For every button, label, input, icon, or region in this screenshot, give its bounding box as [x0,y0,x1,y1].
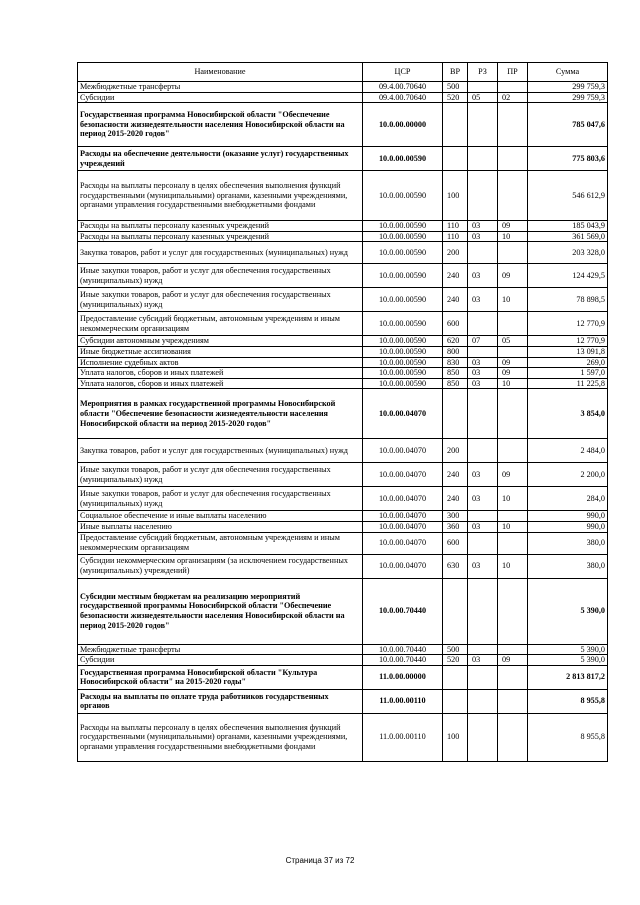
table-row [78,463,608,487]
cell-rz [468,242,498,264]
cell-pr [498,147,528,171]
cell-pr: 09 [498,463,528,487]
cell-vr [443,578,468,644]
cell-sum: 775 803,6 [528,147,608,171]
cell-rz: 03 [468,368,498,379]
cell-vr: 240 [443,288,468,312]
table-row [78,532,608,554]
cell-pr [498,644,528,655]
header-csr: ЦСР [363,63,443,82]
cell-sum: 361 569,0 [528,231,608,242]
cell-rz [468,511,498,522]
table-row [78,147,608,171]
cell-name: Закупка товаров, работ и услуг для государственных (муниципальных) нужд [78,242,363,264]
cell-name: Иные закупки товаров, работ и услуг для обеспечения государственных (муниципальных) нужд [78,288,363,312]
table-row [78,221,608,232]
cell-csr: 10.0.00.00590 [363,264,443,288]
cell-pr [498,389,528,439]
cell-csr: 10.0.00.00590 [363,336,443,347]
cell-pr [498,578,528,644]
cell-vr [443,147,468,171]
cell-vr: 850 [443,378,468,389]
cell-sum: 5 390,0 [528,578,608,644]
table-row [78,242,608,264]
cell-vr: 360 [443,521,468,532]
cell-csr: 10.0.00.00590 [363,242,443,264]
cell-rz: 03 [468,463,498,487]
cell-name: Субсидии [78,92,363,103]
cell-pr [498,103,528,147]
table-row [78,713,608,761]
cell-pr: 10 [498,378,528,389]
cell-rz: 03 [468,221,498,232]
cell-sum: 785 047,6 [528,103,608,147]
cell-rz [468,439,498,463]
cell-rz: 03 [468,487,498,511]
cell-pr [498,346,528,357]
table-row [78,655,608,666]
cell-sum: 2 484,0 [528,439,608,463]
cell-csr: 10.0.00.04070 [363,521,443,532]
cell-csr: 10.0.00.00590 [363,231,443,242]
cell-rz: 07 [468,336,498,347]
table-row [78,665,608,689]
cell-name: Государственная программа Новосибирской области "Культура Новосибирской области" на 2015-2020 годы" [78,665,363,689]
cell-pr [498,665,528,689]
table-row [78,511,608,522]
cell-pr [498,242,528,264]
cell-sum: 284,0 [528,487,608,511]
cell-rz [468,346,498,357]
cell-csr: 10.0.00.04070 [363,463,443,487]
cell-name: Субсидии некоммерческим организациям (за исключением государственных (муниципальных) учреждений) [78,554,363,578]
cell-name: Иные бюджетные ассигнования [78,346,363,357]
cell-vr: 520 [443,655,468,666]
cell-vr [443,665,468,689]
cell-rz: 03 [468,655,498,666]
cell-name: Субсидии [78,655,363,666]
cell-vr: 240 [443,463,468,487]
cell-rz: 03 [468,231,498,242]
table-row [78,82,608,93]
cell-rz: 03 [468,288,498,312]
cell-rz [468,82,498,93]
cell-rz [468,171,498,221]
cell-pr [498,439,528,463]
cell-rz [468,312,498,336]
table-row [78,689,608,713]
cell-csr: 10.0.00.00590 [363,378,443,389]
cell-name: Иные закупки товаров, работ и услуг для обеспечения государственных (муниципальных) нужд [78,463,363,487]
cell-sum: 185 043,9 [528,221,608,232]
cell-vr: 630 [443,554,468,578]
cell-csr: 10.0.00.00590 [363,171,443,221]
cell-rz [468,689,498,713]
cell-vr: 500 [443,644,468,655]
cell-csr: 10.0.00.00590 [363,312,443,336]
cell-vr: 600 [443,312,468,336]
cell-name: Предоставление субсидий бюджетным, автономным учреждениям и иным некоммерческим организациям [78,532,363,554]
table-row [78,312,608,336]
cell-csr: 11.0.00.00000 [363,665,443,689]
cell-vr [443,389,468,439]
cell-vr [443,689,468,713]
cell-name: Межбюджетные трансферты [78,82,363,93]
cell-rz: 03 [468,521,498,532]
table-row [78,103,608,147]
cell-sum: 990,0 [528,521,608,532]
cell-csr: 10.0.00.04070 [363,389,443,439]
cell-sum: 269,0 [528,357,608,368]
cell-name: Предоставление субсидий бюджетным, автономным учреждениям и иным некоммерческим организациям [78,312,363,336]
table-row [78,336,608,347]
cell-name: Социальное обеспечение и иные выплаты населению [78,511,363,522]
cell-sum: 203 328,0 [528,242,608,264]
cell-csr: 10.0.00.00590 [363,288,443,312]
header-rz: РЗ [468,63,498,82]
cell-pr: 09 [498,357,528,368]
cell-csr: 10.0.00.04070 [363,487,443,511]
cell-vr: 110 [443,221,468,232]
header-sum: Сумма [528,63,608,82]
cell-rz [468,578,498,644]
cell-pr: 09 [498,655,528,666]
table-row [78,439,608,463]
cell-sum: 8 955,8 [528,713,608,761]
header-vr: ВР [443,63,468,82]
table-row [78,346,608,357]
cell-pr [498,312,528,336]
cell-rz: 03 [468,378,498,389]
cell-vr: 830 [443,357,468,368]
cell-pr: 02 [498,92,528,103]
cell-name: Расходы на обеспечение деятельности (оказание услуг) государственных учреждений [78,147,363,171]
cell-vr: 240 [443,264,468,288]
cell-csr: 11.0.00.00110 [363,689,443,713]
cell-sum: 990,0 [528,511,608,522]
cell-sum: 3 854,0 [528,389,608,439]
header-name: Наименование [78,63,363,82]
table-row [78,288,608,312]
cell-rz [468,389,498,439]
table-row [78,231,608,242]
cell-name: Расходы на выплаты персоналу в целях обеспечения выполнения функций государственными (муниципальными) органами, казенными учреждениями, органами управления государственными внебюджетными фондами [78,713,363,761]
cell-pr [498,713,528,761]
table-row [78,92,608,103]
cell-rz: 03 [468,357,498,368]
cell-csr: 10.0.00.70440 [363,578,443,644]
cell-vr: 200 [443,439,468,463]
cell-pr: 10 [498,521,528,532]
cell-pr [498,171,528,221]
table-row [78,264,608,288]
cell-vr [443,103,468,147]
cell-pr [498,532,528,554]
cell-csr: 10.0.00.00590 [363,221,443,232]
cell-sum: 8 955,8 [528,689,608,713]
cell-vr: 500 [443,82,468,93]
cell-name: Мероприятия в рамках государственной программы Новосибирской области "Обеспечение безопасности жизнедеятельности населения Новосибирской области на период 2015-2020 годов" [78,389,363,439]
cell-rz: 05 [468,92,498,103]
page-number: Страница 37 из 72 [285,856,355,865]
cell-vr: 850 [443,368,468,379]
table-row [78,378,608,389]
cell-sum: 12 770,9 [528,336,608,347]
cell-vr: 200 [443,242,468,264]
cell-vr: 100 [443,713,468,761]
header-pr: ПР [498,63,528,82]
cell-rz [468,532,498,554]
cell-pr: 10 [498,288,528,312]
cell-name: Уплата налогов, сборов и иных платежей [78,368,363,379]
cell-csr: 10.0.00.00590 [363,147,443,171]
cell-csr: 10.0.00.04070 [363,439,443,463]
cell-sum: 380,0 [528,554,608,578]
cell-csr: 10.0.00.70440 [363,655,443,666]
cell-sum: 12 770,9 [528,312,608,336]
table-row [78,487,608,511]
cell-pr [498,511,528,522]
cell-csr: 10.0.00.00590 [363,357,443,368]
cell-name: Расходы на выплаты персоналу казенных учреждений [78,231,363,242]
table-row [78,171,608,221]
cell-sum: 2 813 817,2 [528,665,608,689]
cell-sum: 78 898,5 [528,288,608,312]
cell-csr: 09.4.00.70640 [363,92,443,103]
cell-sum: 299 759,3 [528,82,608,93]
cell-name: Расходы на выплаты персоналу в целях обеспечения выполнения функций государственными (муниципальными) органами, казенными учреждениями, органами управления государственными внебюджетными фондами [78,171,363,221]
cell-rz: 03 [468,554,498,578]
cell-rz [468,713,498,761]
cell-csr: 10.0.00.04070 [363,554,443,578]
cell-pr: 09 [498,264,528,288]
cell-pr: 09 [498,221,528,232]
cell-name: Исполнение судебных актов [78,357,363,368]
table-row [78,389,608,439]
cell-vr: 520 [443,92,468,103]
cell-pr [498,689,528,713]
cell-vr: 240 [443,487,468,511]
cell-name: Государственная программа Новосибирской области "Обеспечение безопасности жизнедеятельности населения Новосибирской области на период 2015-2020 годов" [78,103,363,147]
cell-csr: 11.0.00.00110 [363,713,443,761]
cell-sum: 5 390,0 [528,655,608,666]
cell-rz [468,147,498,171]
table-body [78,82,608,762]
cell-pr: 10 [498,554,528,578]
cell-sum: 124 429,5 [528,264,608,288]
cell-vr: 100 [443,171,468,221]
table-row [78,368,608,379]
table-row [78,554,608,578]
cell-name: Иные закупки товаров, работ и услуг для обеспечения государственных (муниципальных) нужд [78,487,363,511]
table-row [78,644,608,655]
cell-csr: 09.4.00.70640 [363,82,443,93]
cell-sum: 299 759,3 [528,92,608,103]
cell-sum: 1 597,0 [528,368,608,379]
cell-name: Межбюджетные трансферты [78,644,363,655]
budget-table [77,62,608,762]
cell-vr: 300 [443,511,468,522]
cell-sum: 380,0 [528,532,608,554]
cell-vr: 600 [443,532,468,554]
cell-csr: 10.0.00.00590 [363,368,443,379]
cell-pr: 09 [498,368,528,379]
cell-vr: 620 [443,336,468,347]
cell-sum: 546 612,9 [528,171,608,221]
cell-sum: 13 091,8 [528,346,608,357]
cell-name: Уплата налогов, сборов и иных платежей [78,378,363,389]
cell-sum: 5 390,0 [528,644,608,655]
table-row [78,357,608,368]
cell-pr: 10 [498,231,528,242]
cell-csr: 10.0.00.70440 [363,644,443,655]
cell-name: Расходы на выплаты по оплате труда работников государственных органов [78,689,363,713]
cell-sum: 2 200,0 [528,463,608,487]
cell-pr: 10 [498,487,528,511]
cell-csr: 10.0.00.04070 [363,511,443,522]
cell-name: Иные закупки товаров, работ и услуг для обеспечения государственных (муниципальных) нужд [78,264,363,288]
cell-sum: 11 225,8 [528,378,608,389]
cell-name: Закупка товаров, работ и услуг для государственных (муниципальных) нужд [78,439,363,463]
cell-name: Иные выплаты населению [78,521,363,532]
cell-csr: 10.0.00.04070 [363,532,443,554]
cell-name: Расходы на выплаты персоналу казенных учреждений [78,221,363,232]
cell-name: Субсидии местным бюджетам на реализацию мероприятий государственной программы Новосибирской области "Обеспечение безопасности жизнедеятельности населения Новосибирской области на период 2015-2020 годов" [78,578,363,644]
cell-rz [468,665,498,689]
cell-name: Субсидии автономным учреждениям [78,336,363,347]
table-row [78,521,608,532]
table-header-row [78,63,608,82]
cell-rz [468,103,498,147]
cell-csr: 10.0.00.00000 [363,103,443,147]
table-row [78,578,608,644]
cell-pr: 05 [498,336,528,347]
cell-pr [498,82,528,93]
cell-rz: 03 [468,264,498,288]
cell-rz [468,644,498,655]
cell-csr: 10.0.00.00590 [363,346,443,357]
cell-vr: 110 [443,231,468,242]
cell-vr: 800 [443,346,468,357]
